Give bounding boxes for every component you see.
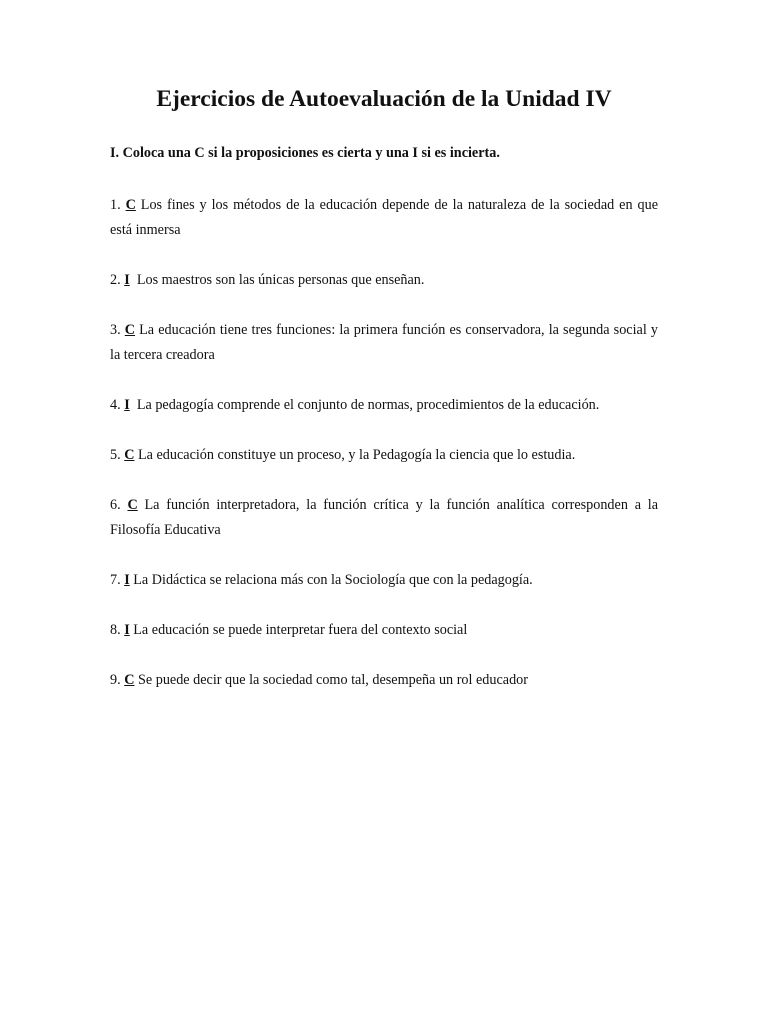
item-number: 4. <box>110 397 121 413</box>
exercise-item-6 <box>110 493 658 543</box>
item-number: 3. <box>110 322 121 338</box>
exercise-item-8 <box>110 618 658 643</box>
item-answer: I <box>124 397 130 413</box>
item-number: 5. <box>110 447 121 463</box>
exercise-item-4 <box>110 393 658 418</box>
item-text: La función interpretadora, la función crítica y la función analítica corresponden a la Filosofía Educativa <box>110 497 659 538</box>
page-title: Ejercicios de Autoevaluación de la Unidad IV <box>156 86 612 112</box>
item-answer: C <box>124 322 136 338</box>
item-answer: C <box>124 447 135 463</box>
item-number: 1. <box>110 197 121 213</box>
item-number: 9. <box>110 672 121 688</box>
item-number: 2. <box>110 272 121 288</box>
item-answer: I <box>124 572 130 588</box>
item-text: Los fines y los métodos de la educación depende de la naturaleza de la sociedad en que está inmersa <box>110 197 659 238</box>
exercise-item-9 <box>110 668 658 693</box>
item-answer: I <box>124 272 130 288</box>
exercise-item-7 <box>110 568 658 593</box>
item-answer: C <box>127 497 138 513</box>
item-number: 7. <box>110 572 121 588</box>
item-text: La Didáctica se relaciona más con la Sociología que con la pedagogía. <box>133 572 533 588</box>
item-text: La educación tiene tres funciones: la primera función es conservadora, la segunda social y la tercera creadora <box>110 322 658 363</box>
item-text: La educación se puede interpretar fuera del contexto social <box>133 622 468 638</box>
item-text: Los maestros son las únicas personas que enseñan. <box>136 272 425 288</box>
item-text: Se puede decir que la sociedad como tal, desempeña un rol educador <box>137 672 528 688</box>
item-number: 6. <box>110 497 121 513</box>
instruction-text: I. Coloca una C si la proposiciones es cierta y una I si es incierta. <box>110 145 500 161</box>
item-answer: I <box>124 622 130 638</box>
item-number: 8. <box>110 622 121 638</box>
item-text: La educación constituye un proceso, y la Pedagogía la ciencia que lo estudia. <box>137 447 576 463</box>
exercise-list <box>110 193 658 718</box>
exercise-item-2 <box>110 268 658 293</box>
exercise-item-5 <box>110 443 658 468</box>
exercise-item-3 <box>110 318 658 368</box>
item-answer: C <box>125 197 136 213</box>
item-answer: C <box>124 672 135 688</box>
exercise-item-1 <box>110 193 658 243</box>
item-text: La pedagogía comprende el conjunto de normas, procedimientos de la educación. <box>136 397 600 413</box>
